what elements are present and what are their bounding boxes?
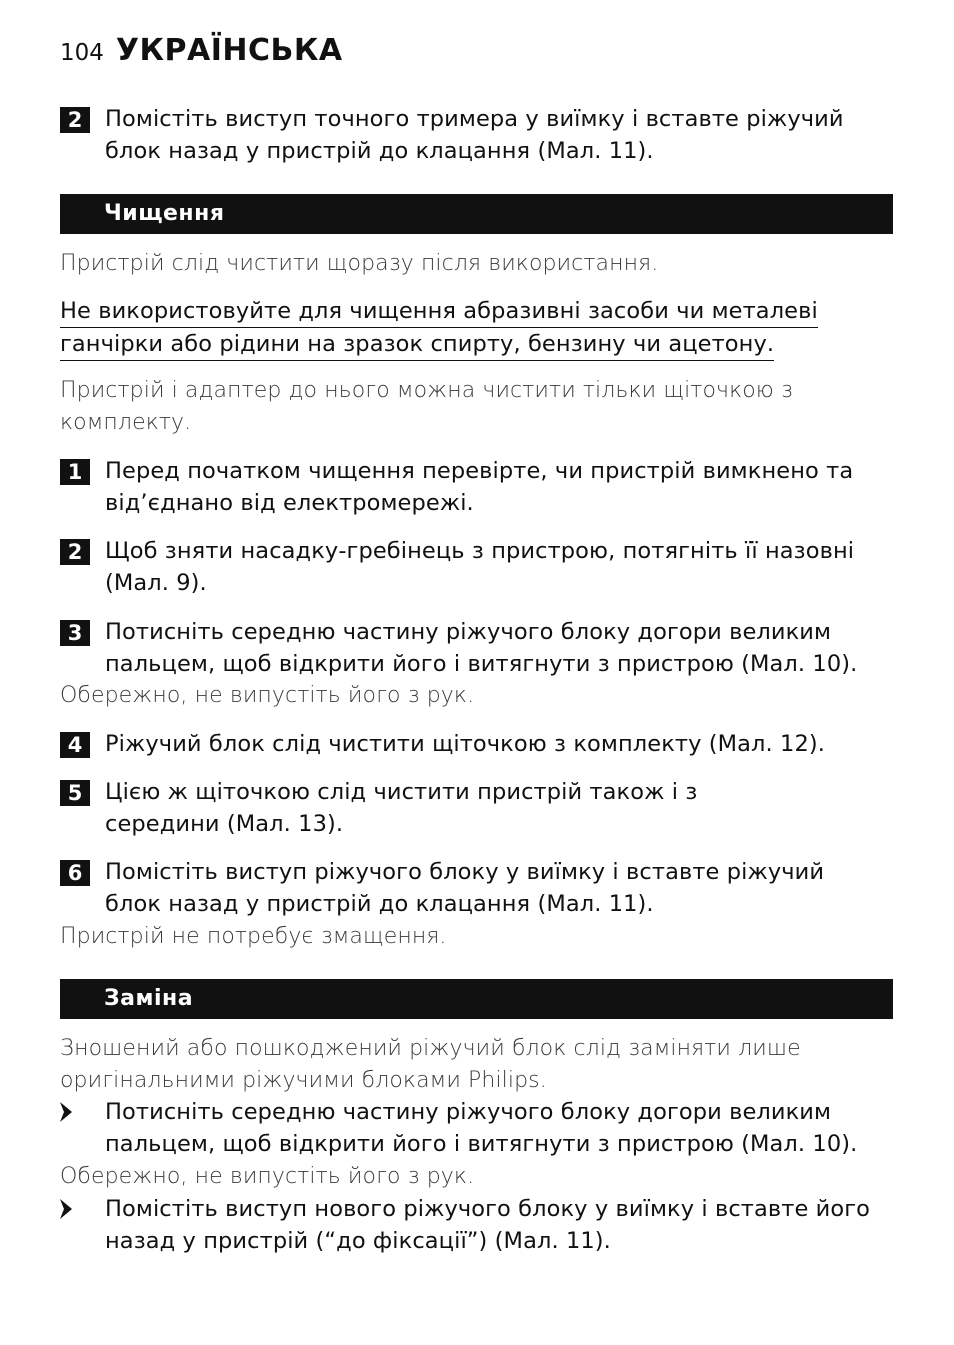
step-text: Потисніть середню частину ріжучого блоку догори великим пальцем, щоб відкрити його і витягнути з пристрою (Мал. 10). [105, 619, 858, 677]
page-header [60, 33, 343, 68]
page-number: 104 [60, 40, 104, 66]
step-text: Щоб зняти насадку-гребінець з пристрою, потягніть її назовні (Мал. 9). [105, 538, 855, 596]
cleaning-step-4 [60, 728, 896, 760]
step-number-badge: 2 [60, 539, 90, 565]
bullet-arrow-icon [60, 1096, 105, 1128]
section-heading-replacement: Заміна [60, 979, 893, 1019]
step-text: Перед початком чищення перевірте, чи пристрій вимкнено та від’єднано від електромережі. [105, 458, 854, 516]
step-number-badge: 1 [60, 459, 90, 485]
bullet-arrow-icon [60, 1193, 105, 1225]
cleaning-step-1 [60, 455, 896, 519]
replacement-bullet-2 [60, 1193, 896, 1257]
bullet-text: Помістіть виступ нового ріжучого блоку у виїмку і вставте його назад у пристрій (“до фіксації”) (Мал. 11). [105, 1196, 871, 1254]
bullet-text: Потисніть середню частину ріжучого блоку догори великим пальцем, щоб відкрити його і витягнути з пристрою (Мал. 10). [105, 1099, 858, 1157]
cleaning-step-3 [60, 616, 896, 680]
cleaning-note: Пристрій слід чистити щоразу після використання. [60, 251, 659, 276]
section-heading-cleaning: Чищення [60, 194, 893, 234]
step-text: Помістіть виступ ріжучого блоку у виїмку і вставте ріжучий блок назад у пристрій до клацання (Мал. 11). [105, 859, 825, 917]
step-text: Помістіть виступ точного тримера у виїмку і вставте ріжучий блок назад у пристрій до клацання (Мал. 11). [105, 106, 844, 164]
step-3-caution: Обережно, не випустіть його з рук. [60, 683, 475, 708]
step-number-badge: 4 [60, 732, 90, 758]
warning-line: Не використовуйте для чищення абразивні засоби чи металеві [60, 296, 818, 328]
cleaning-step-6 [60, 856, 896, 920]
bullet-1-caution: Обережно, не випустіть його з рук. [60, 1164, 475, 1189]
replacement-note: Зношений або пошкоджений ріжучий блок слід заміняти лише оригінальними ріжучими блоками Philips. [60, 1036, 801, 1093]
step-text: Цією ж щіточкою слід чистити пристрій також і з середини (Мал. 13). [105, 779, 698, 837]
no-lubrication-note: Пристрій не потребує змащення. [60, 924, 447, 949]
step-number-badge: 2 [60, 107, 90, 133]
intro-step [60, 103, 896, 167]
step-number-badge: 6 [60, 860, 90, 886]
step-number-badge: 3 [60, 620, 90, 646]
replacement-bullet-1 [60, 1096, 896, 1160]
step-text: Ріжучий блок слід чистити щіточкою з комплекту (Мал. 12). [105, 731, 825, 757]
page-language-title: УКРАЇНСЬКА [115, 33, 343, 68]
cleaning-step-5 [60, 776, 896, 840]
cleaning-warning [60, 295, 818, 361]
cleaning-step-2 [60, 535, 896, 599]
step-number-badge: 5 [60, 780, 90, 806]
warning-line: ганчірки або рідини на зразок спирту, бензину чи ацетону. [60, 329, 774, 361]
cleaning-brush-note: Пристрій і адаптер до нього можна чистити тільки щіточкою з комплекту. [60, 378, 793, 435]
